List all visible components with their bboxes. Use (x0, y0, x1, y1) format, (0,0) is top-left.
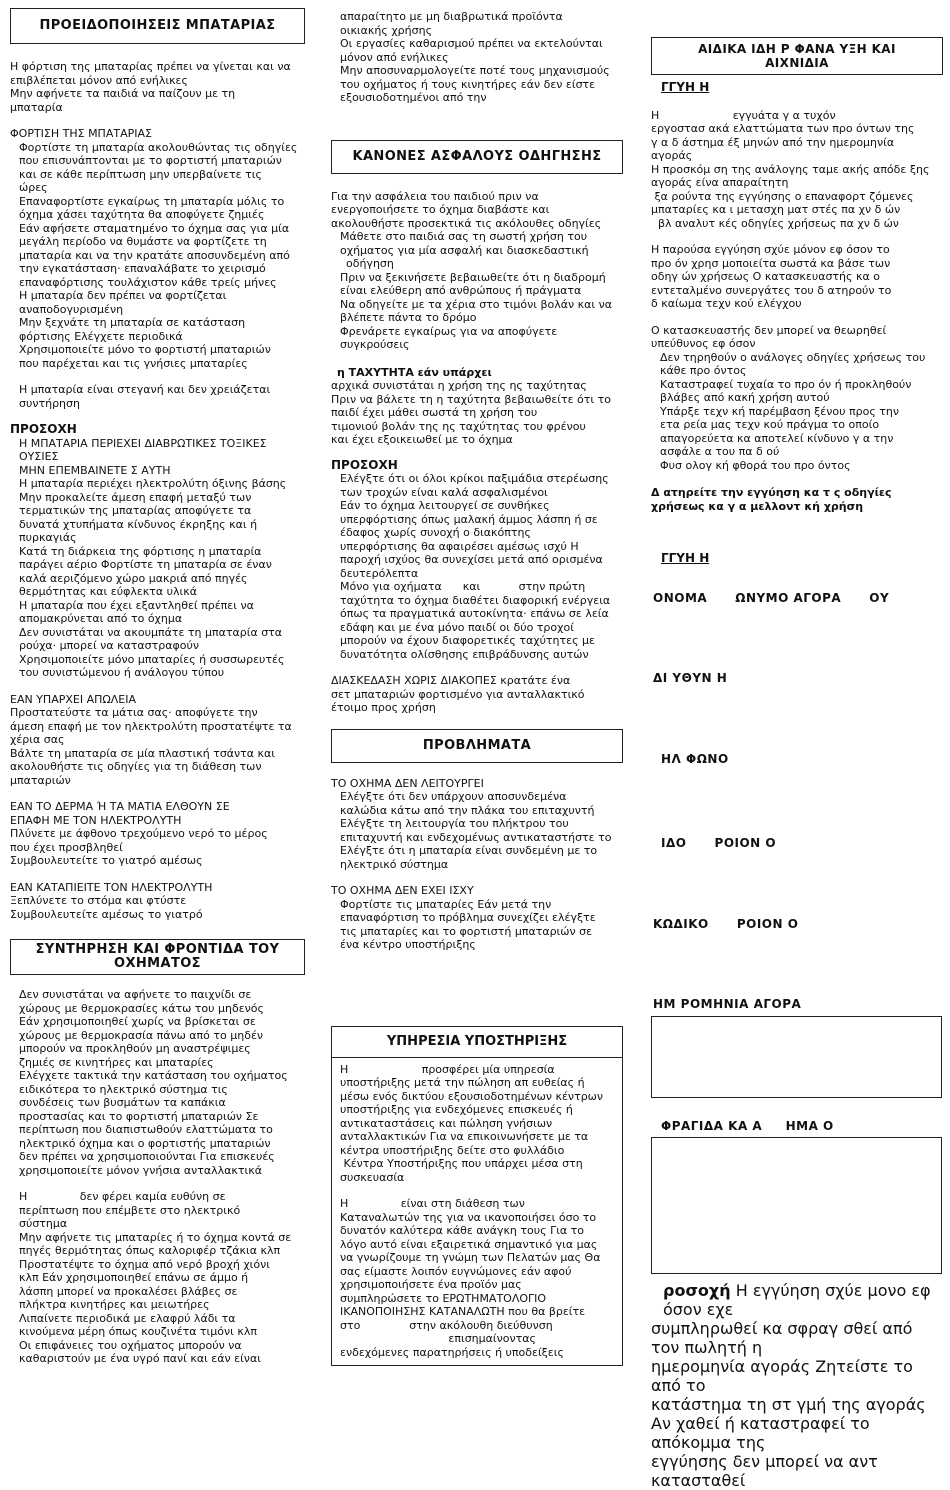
text-line: ακολουθήστε τις οδηγίες για τη διάθεση των (10, 760, 262, 773)
text-line: σας είμαστε λοιπόν ευγνώμονες εάν αφού (340, 1264, 572, 1278)
battery-warnings-title-box (10, 8, 305, 44)
fun-note (331, 674, 623, 715)
guarantee-text-3 (651, 324, 943, 351)
text-line: απομακρύνεται από το όχημα (19, 612, 183, 625)
text-line: ενεργοποιήσετε το όχημα διαβάστε και (331, 203, 550, 216)
text-line: επιταχυντή και ενδεχομένως αντικαταστήστε το (340, 830, 612, 844)
problem-1-list (331, 790, 623, 871)
text-line: υπερφόρτισης όπως μαλακή άμμος λάσπη ή σε (340, 512, 598, 526)
leak-heading: ΕΑΝ ΥΠΑΡΧΕΙ ΑΠΩΛΕΙΑ (10, 692, 137, 706)
text-line: συμπληρωθεί κα σφραγ σθεί από τον πωλητή η (651, 1319, 918, 1357)
text-line: Η μπαταρία δεν πρέπει να φορτίζεται (19, 289, 227, 302)
text-line: Η μπαταρία που έχει εξαντληθεί πρέπει να (19, 598, 254, 612)
swallow-heading: ΕΑΝ ΚΑΤΑΠΙΕΙΤΕ ΤΟΝ ΗΛΕΚΤΡΟΛΥΤΗ (10, 880, 213, 894)
text-line: Προστατεύστε τα μάτια σας· αποφύγετε την (10, 706, 258, 719)
text-line: απαγορεύετα κα αποτελεί κίνδυνο γ α την (660, 431, 894, 445)
support-title: ΥΠΗΡΕΣΙΑ ΥΠΟΣΤΗΡΙΞΗΣ (332, 1027, 622, 1058)
text-line: Η προσκόμ ση της ανάλογης ταμε ακής απόδε ξης (651, 162, 930, 176)
text-line: επαναφόρτισης τουλάχιστον κάθε τρείς μήνες (19, 275, 277, 289)
guarantee-heading: ΓΓΥΗ Η (661, 80, 710, 94)
text-line: αγοράς (651, 149, 693, 162)
text-line: μπορούν να προκληθούν μη αναστρέψιμες (19, 1042, 251, 1055)
text-line: Καταστραφεί τυχαία το προ όν ή προκληθούν (660, 377, 912, 391)
text-line: χώρους με θερμοκρασία πάνω από το μηδέν (19, 1028, 264, 1042)
problem-2-heading: ΤΟ ΟΧΗΜΑ ΔΕΝ ΕΧΕΙ ΙΣΧΥ (331, 884, 474, 897)
leak-list (10, 706, 305, 787)
support-body (332, 1058, 622, 1366)
text-line: Ο κατασκευαστής δεν μπορεί να θεωρηθεί (651, 323, 887, 337)
guarantee-text-2 (651, 243, 943, 311)
text-line: βλέπετε πάντα το δρόμο (340, 311, 477, 324)
purchase-date-box[interactable] (651, 1016, 942, 1098)
guarantee-exclusions (651, 351, 943, 473)
text-line: μπαταρίες κα ι μετασχη ματ στές πα χν δ ών (651, 203, 901, 216)
text-line: Για την ασφάλεια του παιδιού πριν να (331, 189, 539, 203)
text-line: υποστήριξης μετά την πώληση απ ευθείας ή (340, 1076, 585, 1089)
text-line: Δ ατηρείτε την εγγύηση κα τ ς οδηγίες (651, 486, 892, 499)
text-line: Φρενάρετε εγκαίρως για να αποφύγετε (340, 324, 558, 338)
text-line: κάθε προ όντος (660, 364, 747, 377)
text-line: είναι ελεύθερη από ανθρώπους ή πράγματα (340, 284, 582, 297)
text-line: επιβλέπεται μόνον από ενήλικες (10, 73, 188, 87)
text-line: υποστήριξης για ενδεχόμενες επισκευές ή (340, 1103, 573, 1116)
text-line: εξουσιοδοτημένοι από την (340, 91, 487, 104)
text-line: υπεύθυνος εφ όσον (651, 337, 756, 350)
text-line: Βάλτε τη μπαταρία σε μία πλαστική τσάντα και (10, 746, 276, 760)
text-line: πηγές θερμότητας όπως καλοριφέρ τζάκια κλπ (19, 1244, 281, 1257)
text-line: δυνατόν καλύτερα κάθε ανάγκη τους Για το (340, 1224, 585, 1237)
text-line: οδηγ ών χρήσεως Ο κατασκευαστής κα ο (651, 270, 880, 283)
text-line: θερμότητας και εύφλεκτα υλικά (19, 585, 197, 598)
text-line: που παρέχεται και τις γνήσιες μπαταρίες (19, 356, 248, 370)
text-line: λόγο αυτό είναι εξαιρετικά σημαντικό για μας (340, 1237, 598, 1251)
text-line: απαραίτητο με μη διαβρωτικά προϊόντα (340, 10, 563, 23)
text-line: αντικαταστάσεις και πώληση γνήσιων (340, 1116, 553, 1130)
text-line: ΔΙΑΣΚΕΔΑΣΗ ΧΩΡΙΣ ΔΙΑΚΟΠΕΣ κρατάτε ένα (331, 674, 571, 687)
text-line: όχημα χάσει ταχύτητα θα αποφύγετε ζημιές (19, 208, 265, 221)
text-line: Κέντρα Υποστήριξης που υπάρχει μέσα στη (340, 1157, 583, 1170)
text-line: κατάστημα τη στ γμή της αγοράς (651, 1395, 926, 1414)
text-line: φόρτισης Ελέγχετε περιοδικά (19, 329, 183, 343)
text-line: περίπτωση που διαπιστωθούν ελαττώματα το (19, 1123, 273, 1136)
text-line: βλ αναλυτ κές οδηγίες χρήσεως πα χν δ ών (651, 216, 899, 230)
text-line: ΜΗΝ ΕΠΕΜΒΑΙΝΕΤΕ Σ ΑΥΤΗ (19, 463, 171, 477)
stamp-box[interactable] (651, 1137, 942, 1274)
text-line: ΕΠΑΦΗ ΜΕ ΤΟΝ ΗΛΕΚΤΡΟΛΥΤΗ (10, 813, 182, 827)
text-line: Προστατέψτε το όχημα από νερό βροχή χιόνι (19, 1257, 270, 1271)
text-line: δυνατότητα ολίσθησης επιβράδυνσης αυτών (340, 647, 589, 661)
text-line: την εγκατάσταση· επαναλάβατε το χειρισμό (19, 262, 266, 275)
text-line: ΕΑΝ ΤΟ ΔΕΡΜΑ Ή ΤΑ ΜΑΤΙΑ ΕΛΘΟΥΝ ΣΕ (10, 800, 230, 813)
guarantee-text-1 (651, 109, 943, 231)
problems-title: ΠΡΟΒΛΗΜΑΤΑ (422, 737, 532, 753)
text-line: χρησιμοποιείτε μόνον γνήσια ανταλλακτικά (19, 1163, 262, 1177)
text-line: Η προσφέρει μία υπηρεσία (340, 1062, 555, 1076)
text-line: κλπ Εάν χρησιμοποιηθεί επάνω σε άμμο ή (19, 1271, 249, 1284)
text-line: μέσω ενός δικτύου εξουσιοδοτημένων κέντρων (340, 1089, 604, 1103)
problem-1-heading: ΤΟ ΟΧΗΜΑ ΔΕΝ ΛΕΙΤΟΥΡΓΕΙ (331, 776, 484, 790)
text-line: Πλύνετε με άφθονο τρεχούμενο νερό το μέρος (10, 827, 268, 840)
text-line: Η μπαταρία περιέχει ηλεκτρολύτη όξινης βάσης (19, 477, 287, 490)
text-line: πλήκτρα κινητήρες και μειωτήρες (19, 1298, 210, 1311)
text-line: ηλεκτρικό σύστημα (340, 857, 449, 871)
text-line: Οι εργασίες καθαρισμού πρέπει να εκτελούνται (340, 37, 603, 50)
text-line: Πριν να βάλετε τη η ταχύτητα βεβαιωθείτε ότι το (331, 392, 611, 406)
column-middle (331, 0, 623, 1366)
text-line: Συμβουλευτείτε το γιατρό αμέσως (10, 854, 203, 867)
text-line: Κατά τη διάρκεια της φόρτισης η μπαταρία (19, 544, 262, 558)
text-line: όπως τα πραγματικά αυτοκίνητα· επάνω σε λεία (340, 607, 609, 620)
text-line: Μόνο για οχήματα και στην πρώτη (340, 580, 586, 593)
attention-list (10, 477, 305, 680)
text-line: αναποδογυρισμένη (19, 302, 124, 316)
maintenance-list (10, 988, 305, 1177)
text-line: χώρους με θερμοκρασίες κάτω του μηδενός (19, 1001, 264, 1015)
column-right (651, 0, 943, 513)
text-line: κέντρα υποστήριξης δείτε στο φυλλάδιο (340, 1143, 565, 1157)
text-line: δεν πρέπει να χρησιμοποιούνται Για επισκευές (19, 1150, 275, 1163)
text-line: λάσπη μπορεί να προκαλέσει βλάβες σε (19, 1284, 238, 1298)
text-line: χέρια σας (10, 733, 65, 746)
problems-title-box (331, 729, 623, 763)
text-line: ξα ρούντα της εγγύησης ο επαναφορτ ζόμενες (651, 189, 914, 203)
guarantee-note (651, 1281, 943, 1490)
text-line: σύστημα (19, 1217, 68, 1230)
stamp-label: ΦΡΑΓΙΔΑ ΚΑ Α ΗΜΑ Ο (661, 1119, 834, 1133)
text-line: ταχύτητα το όχημα διαθέτει διαφορική ενέργεια (340, 593, 611, 607)
text-line: και σε κάθε περίπτωση μην υπερβαίνετε τις (19, 167, 262, 181)
maintenance-title-line: ΟΧΗΜΑΤΟΣ (114, 956, 201, 971)
text-line: ανταλλακτικών Για να επικοινωνήσετε με τα (340, 1130, 589, 1143)
text-line: του οχήματος ή τους κινητήρες εάν δεν είστε (340, 77, 596, 91)
text-line: Φυσ ολογ κή φθορά του προ όντος (660, 458, 851, 472)
text-line: Οι επιφάνειες του οχήματος μπορούν να (19, 1338, 242, 1352)
text-line: Δεν συνιστάται να αφήνετε το παιχνίδι σε (19, 988, 252, 1001)
text-line: ασφάλε α του πα δ ού (660, 445, 780, 458)
text-line: εργοστασ ακά ελαττώματα των προ όντων της (651, 122, 915, 135)
guarantee-title-line: ΑΙΔΙΚΑ ΙΔΗ Ρ ΦΑΝΑ ΥΞΗ ΚΑΙ (698, 42, 896, 56)
maintenance-title-box (10, 939, 305, 975)
text-line: που έχει προσβληθεί (10, 840, 123, 854)
text-line: συγκρούσεις (340, 338, 410, 351)
product-type-label: ΙΔΟ ΡΟΙΟΝ Ο (661, 836, 777, 850)
maintenance-title-line: ΣΥΝΤΗΡΗΣΗ ΚΑΙ ΦΡΟΝΤΙΔΑ ΤΟΥ (35, 942, 280, 957)
product-code-label: ΚΩΔΙΚΟ ΡΟΙΟΝ Ο (653, 917, 799, 931)
note-first-line: Η εγγύηση σχύε μονο εφ όσον εχε (663, 1281, 936, 1319)
phone-label: ΗΛ ΦΩΝΟ (661, 752, 729, 766)
purchase-date-label: ΗΜ ΡΟΜΗΝΙΑ ΑΓΟΡΑ (653, 997, 802, 1011)
text-line: δ καίωμα τεχν κού ελέγχου (651, 297, 802, 310)
text-line: ημερομηνία αγοράς Ζητείστε το από το (651, 1357, 919, 1395)
text-line: Δεν τηρηθούν ο ανάλογες οδηγίες χρήσεως του (660, 350, 926, 364)
text-line: εγγύησης δεν μπορεί να αντ κατασταθεί (651, 1452, 883, 1490)
speed-list (331, 379, 623, 447)
text-line: μπαταρία (10, 100, 63, 114)
text-line: συντήρηση (19, 396, 80, 410)
guarantee-form-heading: ΓΓΥΗ Η (661, 551, 710, 565)
text-line: εδάφη και με ένα μόνο παιδί οι δύο τροχοί (340, 620, 574, 634)
text-line: μεγάλη περίοδο να θυμάστε να φορτίζετε τη (19, 235, 267, 248)
text-line: αρχικά συνιστάται η χρήση της ης ταχύτητας (331, 379, 587, 392)
text-line: να γνωρίζουμε τη γνώμη των Πελατών μας Θα (340, 1251, 601, 1264)
text-line: που επισυνάπτονται με το φορτιστή μπαταριών (19, 154, 282, 167)
sealed-note (10, 383, 305, 410)
text-line: Μάθετε στο παιδιά σας τη σωστή χρήση του (340, 230, 588, 243)
address-label: ΔΙ ΥΘΥΝ Η (653, 671, 728, 685)
text-line: Φορτίστε τη μπαταρία ακολουθώντας τις οδηγίες (19, 140, 298, 154)
text-line: Εάν το όχημα λειτουργεί σε συνθήκες (340, 499, 550, 512)
text-line: Η εγγυάτα γ α τυχόν (651, 108, 836, 122)
text-line: τερματικών της μπαταρίας αποφύγετε τα (19, 504, 252, 517)
text-line: επαναφόρτιση το πρόβλημα συνεχίζει ελέγξτε (340, 911, 596, 924)
text-line: ζημιές σε κινητήρες και μπαταρίες (19, 1055, 214, 1069)
attention-heading: ΠΡΟΣΟΧΗ (331, 457, 398, 472)
text-line: Η δεν φέρει καμία ευθύνη σε (19, 1190, 226, 1203)
guarantee-title-line: ΑΙΧΝΙΔΙΑ (765, 56, 829, 70)
text-line: άμεση επαφή με τον ηλεκτρολύτη προστατέψτε τα (10, 719, 292, 733)
text-line: Η παρούσα εγγύηση σχύε μόνον εφ όσον το (651, 243, 890, 256)
text-line: βλάβες από κακή χρήση αυτού (660, 391, 830, 404)
text-line: του συνιστώμενου ή ανάλογου τύπου (19, 666, 225, 679)
text-line: εντεταλμένο συνεργάτες του δ ατηρούν το (651, 283, 892, 297)
text-line: οχήματος για μία ασφαλή και διασκεδαστική (340, 243, 589, 257)
text-line: πυρκαγιάς (19, 531, 77, 544)
text-line: Πριν να ξεκινήσετε βεβαιωθείτε ότι η διαδρομή (340, 270, 606, 284)
text-line: Ελέγξτε τη λειτουργία του πλήκτρου του (340, 817, 569, 830)
text-line: και έχει εξοικειωθεί με το όχημα (331, 433, 513, 446)
support-box (331, 1026, 623, 1367)
text-line: Χρησιμοποιείτε μόνο το φορτιστή μπαταριών (19, 343, 271, 356)
text-line: ΟΥΣΙΕΣ (19, 450, 59, 463)
text-line: τιμονιού βολάν της ης ταχύτητας του φρένου (331, 419, 586, 433)
speed-heading: η ΤΑΧΥΤΗΤΑ εάν υπάρχει (337, 365, 492, 379)
text-line: επισημαίνοντας (340, 1332, 536, 1345)
text-line: κινούμενα μέρη όπως κουζινέτα τιμόνι κλπ (19, 1325, 257, 1338)
text-line: έδαφος χωρίς συνοχή ο διακόπτης (340, 526, 531, 539)
problem-2-list (331, 898, 623, 952)
text-line: Επαναφορτίστε εγκαίρως τη μπαταρία μόλις το (19, 194, 285, 208)
text-line: ηλεκτρικό όχημα και ο φορτιστής μπαταριών (19, 1136, 271, 1150)
text-line: παράγει αέριο Φορτίστε τη μπαταρία σε έναν (19, 558, 272, 571)
buyer-name-label: ΟΝΟΜΑ ΩΝΥΜΟ ΑΓΟΡΑ ΟΥ (653, 591, 890, 605)
text-line: δευτερόλεπτα (340, 566, 419, 580)
maintenance-list-2 (10, 1190, 305, 1366)
text-line: οδήγηση (346, 257, 394, 270)
keep-guarantee (651, 486, 943, 513)
text-line: ενδεχόμενες παρατηρήσεις ή υποδείξεις (340, 1345, 564, 1359)
text-line: μπαταρία και να την κρατάτε αποσυνδεμένη από (19, 248, 290, 262)
text-line: Ελέγξτε ότι οι όλοι κρίκοι παξιμάδια στερέωσης (340, 472, 609, 485)
text-line: Αν χαθεί ή καταστραφεί το απόκομμα της (651, 1414, 875, 1452)
skin-list (10, 827, 305, 868)
text-line: έτοιμο προς χρήση (331, 701, 436, 714)
safety-intro (331, 190, 623, 231)
attention-heading: ΠΡΟΣΟΧΗ (10, 422, 77, 436)
battery-warnings-title: ΠΡΟΕΙΔΟΠΟΙΗΣΕΙΣ ΜΠΑΤΑΡΙΑΣ (39, 18, 276, 33)
charging-heading: ΦΟΡΤΙΣΗ ΤΗΣ ΜΠΑΤΑΡΙΑΣ (10, 127, 152, 140)
text-line: ρούχα· μπορεί να καταστραφούν (19, 639, 199, 652)
note-bold-label: ροσοχή (663, 1281, 731, 1300)
text-line: Καταναλωτών της για να ικανοποιήσει όσο το (340, 1210, 597, 1224)
text-line: Μην ξεχνάτε τη μπαταρία σε κατάσταση (19, 316, 246, 329)
text-line: Χρησιμοποιείτε μόνο μπαταρίες ή συσσωρευτές (19, 652, 285, 666)
text-line: Ελέγξτε ότι δεν υπάρχουν αποσυνδεμένα (340, 790, 567, 803)
charging-list (10, 141, 305, 371)
text-line: συσκευασία (340, 1170, 405, 1184)
text-line: Δεν συνιστάται να ακουμπάτε τη μπαταρία στα (19, 625, 283, 639)
text-line: Η φόρτιση της μπαταρίας πρέπει να γίνεται και να (10, 60, 291, 73)
swallow-list (10, 894, 305, 921)
text-line: προστασίας και το φορτιστή μπαταριών Σε (19, 1109, 259, 1123)
text-line: ώρες (19, 181, 48, 194)
text-line: ΙΚΑΝΟΠΟΙΗΣΗΣ ΚΑΤΑΝΑΛΩΤΗ που θα βρείτε (340, 1305, 586, 1318)
text-line: ένα κέντρο υποστήριξης (340, 938, 476, 951)
text-line: σετ μπαταριών φορτισμένο για ανταλλακτικό (331, 687, 585, 701)
text-line: προ όν χρησ μοποιείτα σωστά κα βάσε των (651, 256, 891, 270)
text-line: Η μπαταρία είναι στεγανή και δεν χρειάζεται (19, 383, 271, 396)
text-line: γ α δ άστημα έξ μηνών από την ημερομηνία (651, 135, 895, 149)
attention-caps (10, 437, 305, 478)
text-line: ακολουθήστε προσεκτικά τις ακόλουθες οδηγίες (331, 216, 602, 230)
text-line: Ξεπλύνετε το στόμα και φτύστε (10, 894, 187, 907)
text-line: συμπληρώσετε το ΕΡΩΤΗΜΑΤΟΛΟΓΙΟ (340, 1291, 547, 1305)
text-line: Εάν χρησιμοποιηθεί χωρίς να βρίσκεται σε (19, 1015, 256, 1028)
text-line: τις μπαταρίες και το φορτιστή μπαταριών σε (340, 924, 593, 938)
text-line: Μην προκαλείτε άμεση επαφή μεταξύ των (19, 490, 252, 504)
text-line: χρήσεως κα γ α μελλοντ κή χρήση (651, 499, 864, 513)
text-line: Εάν αφήσετε σταματημένο το όχημα σας για μία (19, 221, 290, 235)
text-line: Υπάρξε τεχν κή παρέμβαση ξένου προς την (660, 404, 900, 418)
text-line: δυνατά χτυπήματα κίνδυνος έκρηξης και ή (19, 517, 258, 531)
maintenance-continued (331, 10, 623, 105)
text-line: παροχή ισχύος θα συνεχίσει μετά από ορισμένα (340, 553, 603, 566)
text-line: Φορτίστε τις μπαταρίες Εάν μετά την (340, 897, 552, 911)
text-line: παιδί έχει μάθει σωστά τη χρήση του (331, 406, 538, 419)
text-line: ετα ρεία μας τεχν κού πράγμα το οποίο (660, 418, 880, 431)
text-line: Η είναι στη διάθεση των (340, 1197, 525, 1210)
text-line (651, 1281, 943, 1319)
text-line: οικιακής χρήσης (340, 23, 433, 37)
text-line: χρησιμοποιήσετε ένα προϊόν μας (340, 1278, 522, 1291)
safety-list (331, 230, 623, 352)
text-line: Ελέγχετε τακτικά την κατάσταση του οχήματος (19, 1069, 288, 1082)
text-line: Η ΜΠΑΤΑΡΙΑ ΠΕΡΙΕΧΕΙ ΔΙΑΒΡΩΤΙΚΕΣ ΤΟΞΙΚΕΣ (19, 436, 267, 450)
text-line: ειδικότερα το ηλεκτρικό σύστημα τις (19, 1082, 228, 1096)
text-line: Ελέγξτε ότι η μπαταρία είναι συνδεμένη με το (340, 844, 598, 857)
skin-heading (10, 800, 305, 827)
column-left (10, 0, 305, 1366)
safety-title-box (331, 140, 623, 174)
text-line: των τροχών είναι καλά ασφαλισμένοι (340, 485, 548, 499)
text-line: Συμβουλευτείτε αμέσως το γιατρό (10, 907, 203, 921)
text-line: Να οδηγείτε με τα χέρια στο τιμόνι βολάν και να (340, 297, 612, 311)
text-line: Μην αποσυναρμολογείτε ποτέ τους μηχανισμούς (340, 64, 610, 77)
text-line: στο στην ακόλουθη διεύθυνση (340, 1318, 553, 1332)
attention-list (331, 472, 623, 661)
text-line: καθαριστούν με ένα υγρό πανί και εάν είναι (19, 1352, 261, 1365)
safety-title: ΚΑΝΟΝΕΣ ΑΣΦΑΛΟΥΣ ΟΔΗΓΗΣΗΣ (352, 148, 602, 164)
text-line: μπορούν να έχουν διαφορετικές ταχύτητες με (340, 634, 595, 647)
text-line: Μην αφήνετε τα παιδιά να παίζουν με τη (10, 87, 236, 100)
text-line: υπερφόρτισης θα αφαιρέσει αμέσως ισχύ Η (340, 539, 579, 553)
text-line: περίπτωση που επέμβετε στο ηλεκτρικό (19, 1203, 241, 1217)
text-line: μπαταριών (10, 773, 71, 787)
text-line: Λιπαίνετε περιοδικά με ελαφρύ λάδι τα (19, 1311, 236, 1325)
guarantee-title-box (651, 37, 943, 75)
text-line: Μην αφήνετε τις μπαταρίες ή το όχημα κοντά σε (19, 1230, 292, 1244)
battery-intro (10, 60, 305, 114)
text-line: αγοράς είνα απαραίτητη (651, 176, 789, 189)
text-line: συνδέσεις των βυσμάτων τα καπάκια (19, 1096, 226, 1109)
text-line: καλώδια κάτω από την πλάκα του επιταχυντή (340, 803, 595, 817)
text-line: καλά αεριζόμενο χώρο μακριά από πηγές (19, 571, 248, 585)
text-line: μόνον από ενήλικες (340, 50, 449, 64)
